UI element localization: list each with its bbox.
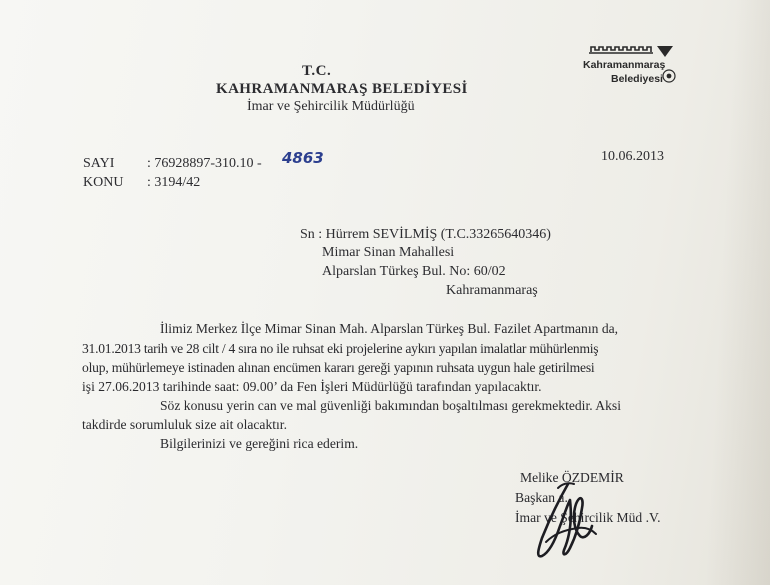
handwritten-signature-icon xyxy=(520,478,630,568)
body-p2-line2: takdirde sorumluluk size ait olacaktır. xyxy=(82,417,287,432)
logo-text-line1: Kahramanmaraş xyxy=(583,59,666,71)
sayi-handwritten-number: 4863 xyxy=(282,149,324,167)
konu-label: KONU xyxy=(83,175,124,190)
sayi-label: SAYI xyxy=(83,156,115,171)
body-p1-line3: olup, mühürlemeye istinaden alınan encümen kararı gereği yapının ruhsata uygun hale getirilmesi xyxy=(82,360,595,375)
logo-text-line2: Belediyesi xyxy=(611,73,663,85)
recipient-street: Alparslan Türkeş Bul. No: 60/02 xyxy=(322,264,506,279)
konu-value: : 3194/42 xyxy=(147,175,201,190)
body-p1-line4: işi 27.06.2013 tarihinde saat: 09.00’ da Fen İşleri Müdürlüğü tarafından yapılacaktır. xyxy=(82,379,542,394)
body-p2-line1: Söz konusu yerin can ve mal güvenliği bakımından boşaltılması gerekmektedir. Aksi xyxy=(160,398,621,413)
municipality-logo xyxy=(573,44,688,90)
body-p1-line1: İlimiz Merkez İlçe Mimar Sinan Mah. Alparslan Türkeş Bul. Fazilet Apartmanın da, xyxy=(160,321,619,336)
signatory-name: Melike ÖZDEMİR xyxy=(520,470,624,485)
header-tc: T.C. xyxy=(302,63,332,79)
recipient-neighborhood: Mimar Sinan Mahallesi xyxy=(322,245,455,260)
sayi-value: : 76928897-310.10 - xyxy=(147,156,262,171)
header-municipality: KAHRAMANMARAŞ BELEDİYESİ xyxy=(216,81,468,97)
recipient-city: Kahramanmaraş xyxy=(446,283,538,298)
recipient-name: Sn : Hürrem SEVİLMİŞ (T.C.33265640346) xyxy=(300,227,551,242)
signatory-title2: İmar ve Şehircilik Müd .V. xyxy=(515,510,661,525)
body-p1-line2: 31.01.2013 tarih ve 28 cilt / 4 sıra no ile ruhsat eki projelerine aykırı yapılan imalatlar mühürlenmiş xyxy=(82,341,599,356)
signatory-title1: Başkan a. xyxy=(515,490,568,505)
document-date: 10.06.2013 xyxy=(601,149,664,164)
header-department: İmar ve Şehircilik Müdürlüğü xyxy=(247,99,415,114)
body-p3: Bilgilerinizi ve gereğini rica ederim. xyxy=(160,436,359,451)
